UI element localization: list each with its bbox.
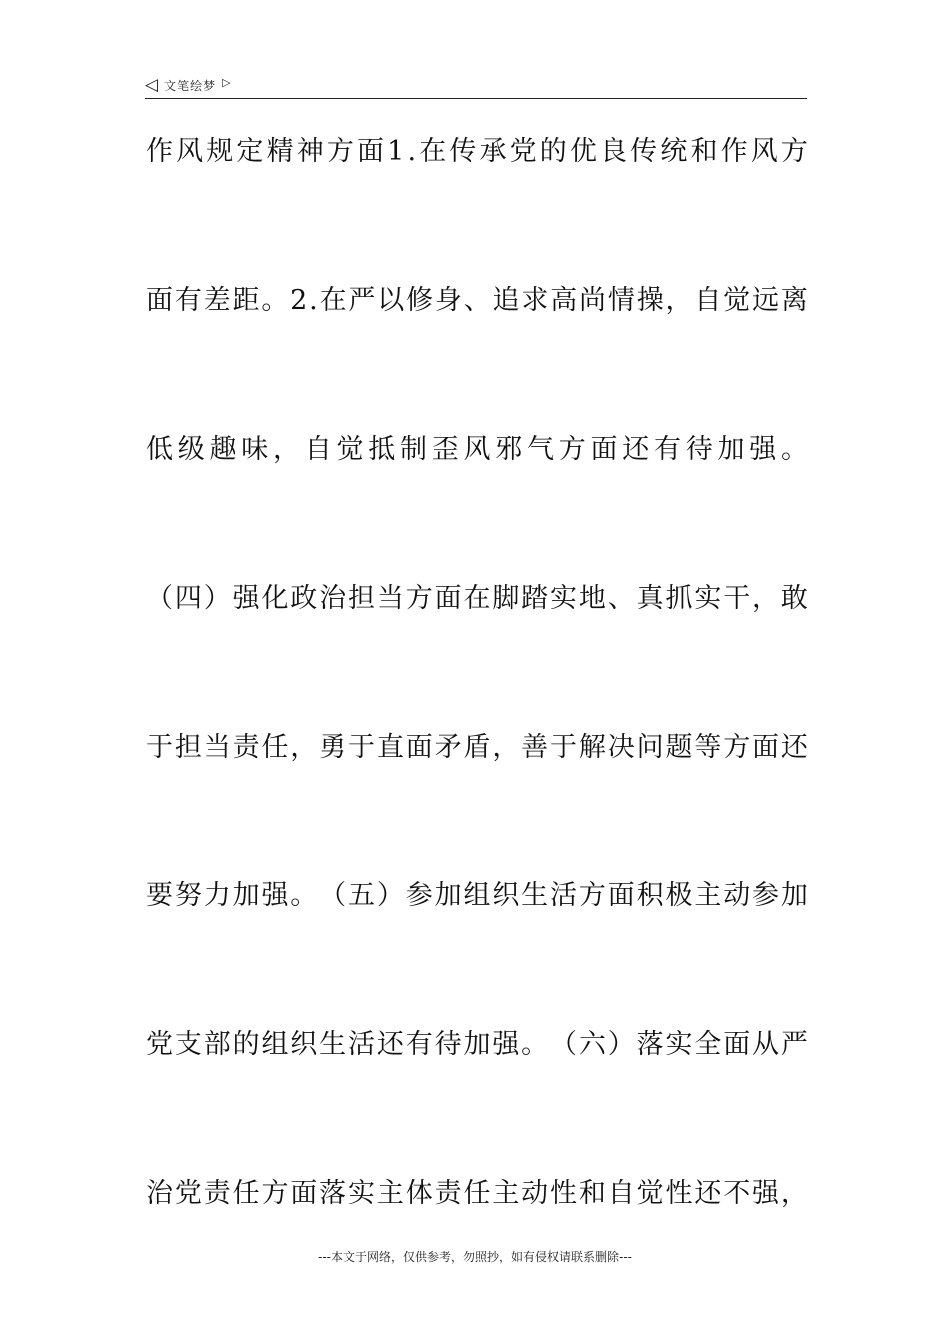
triangle-left-icon: ◁ [145, 74, 159, 95]
body-line-2: 面 有 差 距 。 2 . 在 严 以 修 身 、 追 求 高 尚 情 操 ， 自 觉 远 离 [146, 285, 808, 316]
body-line-4: （ 四 ） 强 化 政 治 担 当 方 面 在 脚 踏 实 地 、 真 抓 实 干 ， 敢 [146, 583, 808, 614]
footer-disclaimer: ---本文于网络，仅供参考，勿照抄，如有侵权请联系删除--- [318, 1250, 632, 1264]
body-line-6: 要 努 力 加 强 。 （ 五 ） 参 加 组 织 生 活 方 面 积 极 主 动 参 加 [146, 880, 808, 911]
page-header [145, 74, 807, 98]
brand-name: 文笔绘梦 [164, 78, 217, 93]
header-row [145, 74, 807, 96]
body-line-5: 于 担 当 责 任 ， 勇 于 直 面 矛 盾 ， 善 于 解 决 问 题 等 方 面 还 [146, 732, 808, 763]
body-line-1: 作 风 规 定 精 神 方 面 1 . 在 传 承 党 的 优 良 传 统 和 作 风 方 [146, 136, 808, 167]
header-divider [145, 98, 807, 99]
body-line-7: 党 支 部 的 组 织 生 活 还 有 待 加 强 。 （ 六 ） 落 实 全 面 从 严 [146, 1029, 808, 1060]
body-line-3: 低 级 趣 味 ， 自 觉 抵 制 歪 风 邪 气 方 面 还 有 待 加 强 。 [146, 434, 808, 465]
triangle-right-icon: ▷ [222, 75, 231, 89]
body-line-8: 治 党 责 任 方 面 落 实 主 体 责 任 主 动 性 和 自 觉 性 还 不 强 ， [146, 1178, 808, 1209]
